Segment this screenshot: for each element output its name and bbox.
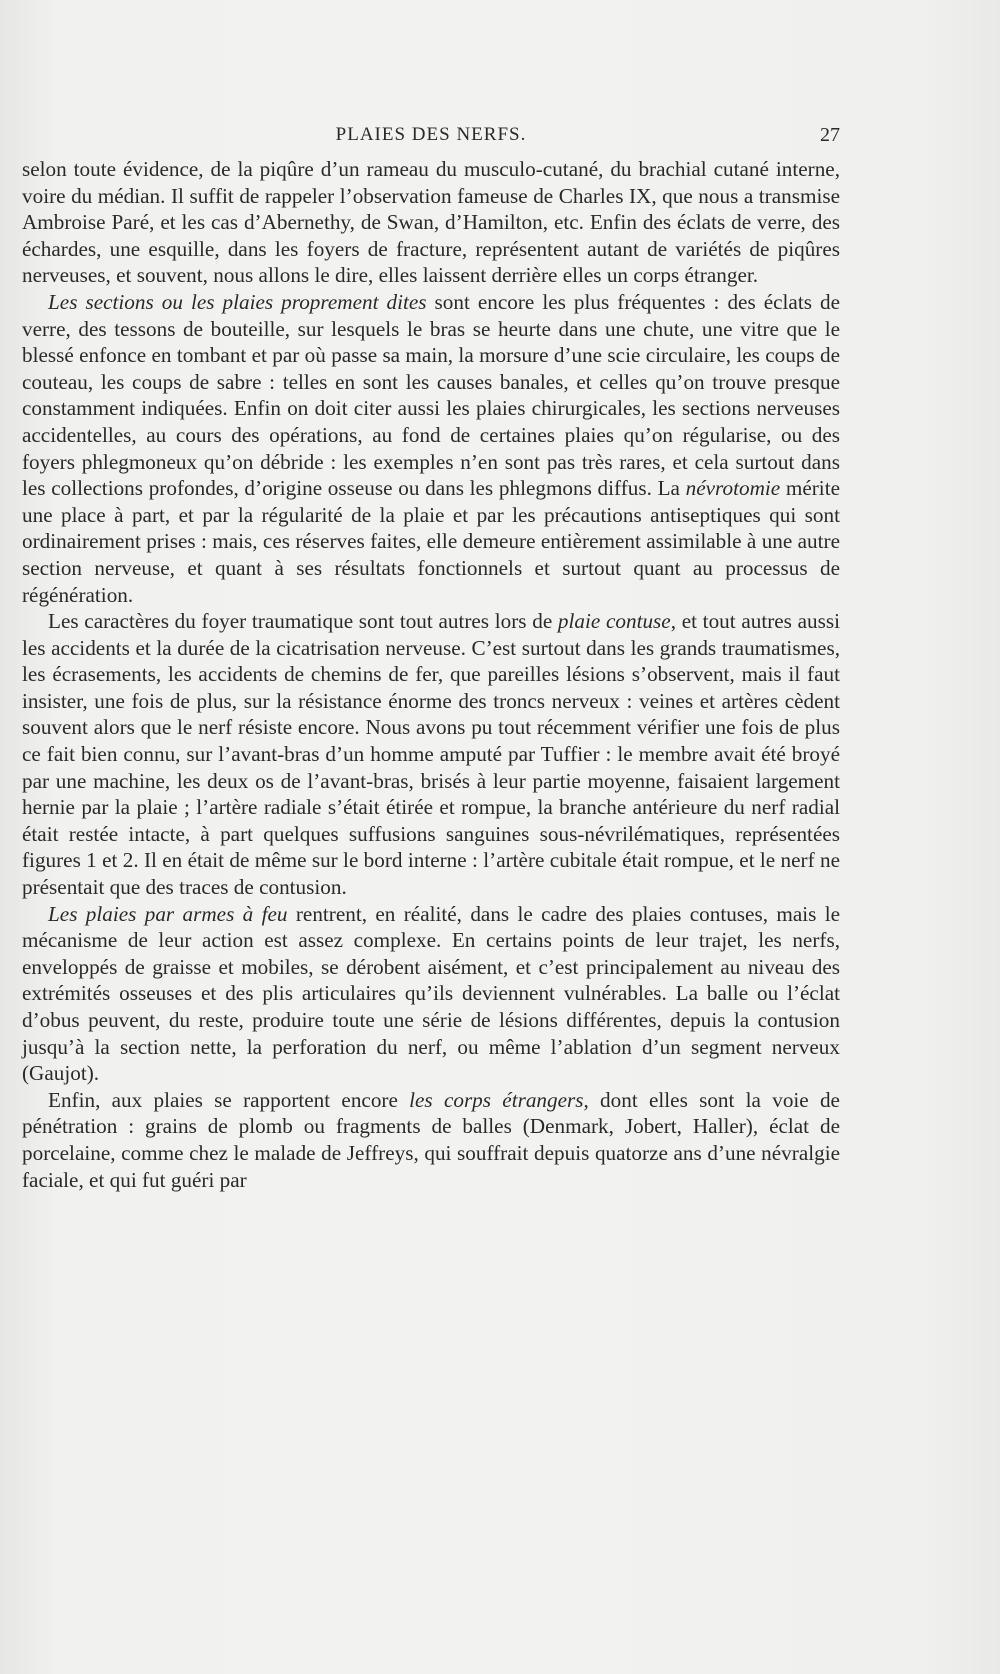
text-run: mérite une place à part, et par la régularité de la plaie et par les précautions antiseptiques qui sont ordinairement prises : mais, ces réserves faites, elle demeure entièrement assimilable à une autre section nerveuse, et quant à ses résultats fonctionnels et surtout quant au processus de régénération. bbox=[22, 476, 840, 607]
paragraph bbox=[22, 289, 840, 608]
running-header bbox=[22, 124, 840, 154]
paragraph bbox=[22, 901, 840, 1087]
body-text bbox=[22, 156, 840, 1193]
running-title: PLAIES DES NERFS. bbox=[335, 124, 527, 145]
paragraph bbox=[22, 1087, 840, 1193]
page-number: 27 bbox=[820, 124, 840, 146]
italic-phrase: névrotomie bbox=[685, 476, 781, 501]
paragraph bbox=[22, 156, 840, 289]
text-run: , dont elles sont la voie de pénétration : grains de plomb ou fragments de balles (Denmark, Jobert, Haller), éclat de porcelaine, comme chez le malade de Jeffreys, qui souffrait depuis quatorze ans d’une névralgie faciale, et qui fut guéri par bbox=[22, 1087, 840, 1192]
text-run: sont encore les plus fréquentes : des éclats de verre, des tessons de bouteille, sur lesquels le bras se heurte dans une chute, une vitre que le blessé enfonce en tombant et par où passe sa main, la morsure d’une scie circulaire, les coups de couteau, les coups de sabre : telles en sont les causes banales, et celles qu’on trouve presque constamment indiquées. Enfin on doit citer aussi les plaies chirurgicales, les sections nerveuses accidentelles, au cours des opérations, au fond de certaines plaies qu’on régularise, ou des foyers phlegmoneux qu’on débride : les exemples n’en sont pas très rares, et cela surtout dans les collections profondes, d’origine osseuse ou dans les phlegmons diffus. La bbox=[22, 289, 840, 501]
italic-phrase: Les sections ou les plaies proprement dites bbox=[48, 289, 427, 314]
text-run: rentrent, en réalité, dans le cadre des plaies contuses, mais le mécanisme de leur action est assez complexe. En certains points de leur trajet, les nerfs, enveloppés de graisse et mobiles, se dérobent aisément, et c’est principalement au niveau des extrémités osseuses et des plis articulaires qu’ils deviennent vulnérables. La balle ou l’éclat d’obus peuvent, du reste, produire toute une série de lésions différentes, depuis la contusion jusqu’à la section nette, la perforation du nerf, ou même l’ablation d’un segment nerveux (Gaujot). bbox=[22, 901, 841, 1086]
italic-phrase: Les plaies par armes à feu bbox=[48, 901, 288, 926]
italic-phrase: les corps étrangers bbox=[409, 1087, 584, 1112]
text-run: , et tout autres aussi les accidents et la durée de la cicatrisation nerveuse. C’est surtout dans les grands traumatismes, les écrasements, les accidents de chemins de fer, que pareilles lésions s’observent, mais il faut insister, une fois de plus, sur la résistance énorme des troncs nerveux : veines et artères cèdent souvent alors que le nerf résiste encore. Nous avons pu tout récemment vérifier une fois de plus ce fait bien connu, sur l’avant-bras d’un homme amputé par Tuffier : le membre avait été broyé par une machine, les deux os de l’avant-bras, brisés à leur partie moyenne, faisaient largement hernie par la plaie ; l’artère radiale s’était étirée et rompue, la branche antérieure du nerf radial était restée intacte, à part quelques suffusions sanguines sous-névrilématiques, représentées figures 1 et 2. Il en était de même sur le bord interne : l’artère cubitale était rompue, et le nerf ne présentait que des traces de contusion. bbox=[22, 609, 840, 900]
italic-phrase: plaie contuse bbox=[557, 609, 671, 634]
text-run: Les caractères du foyer traumatique sont tout autres lors de bbox=[48, 609, 558, 634]
text-run: Enfin, aux plaies se rapportent encore bbox=[48, 1087, 410, 1112]
paragraph bbox=[22, 608, 840, 901]
text-run: selon toute évidence, de la piqûre d’un rameau du musculo-cutané, du brachial cutané interne, voire du médian. Il suffit de rappeler l’observation fameuse de Charles IX, que nous a transmise Ambroise Paré, et les cas d’Abernethy, de Swan, d’Hamilton, etc. Enfin des éclats de verre, des échardes, une esquille, dans les foyers de fracture, représentent autant de variétés de piqûres nerveuses, et souvent, nous allons le dire, elles laissent derrière elles un corps étranger. bbox=[22, 157, 840, 288]
